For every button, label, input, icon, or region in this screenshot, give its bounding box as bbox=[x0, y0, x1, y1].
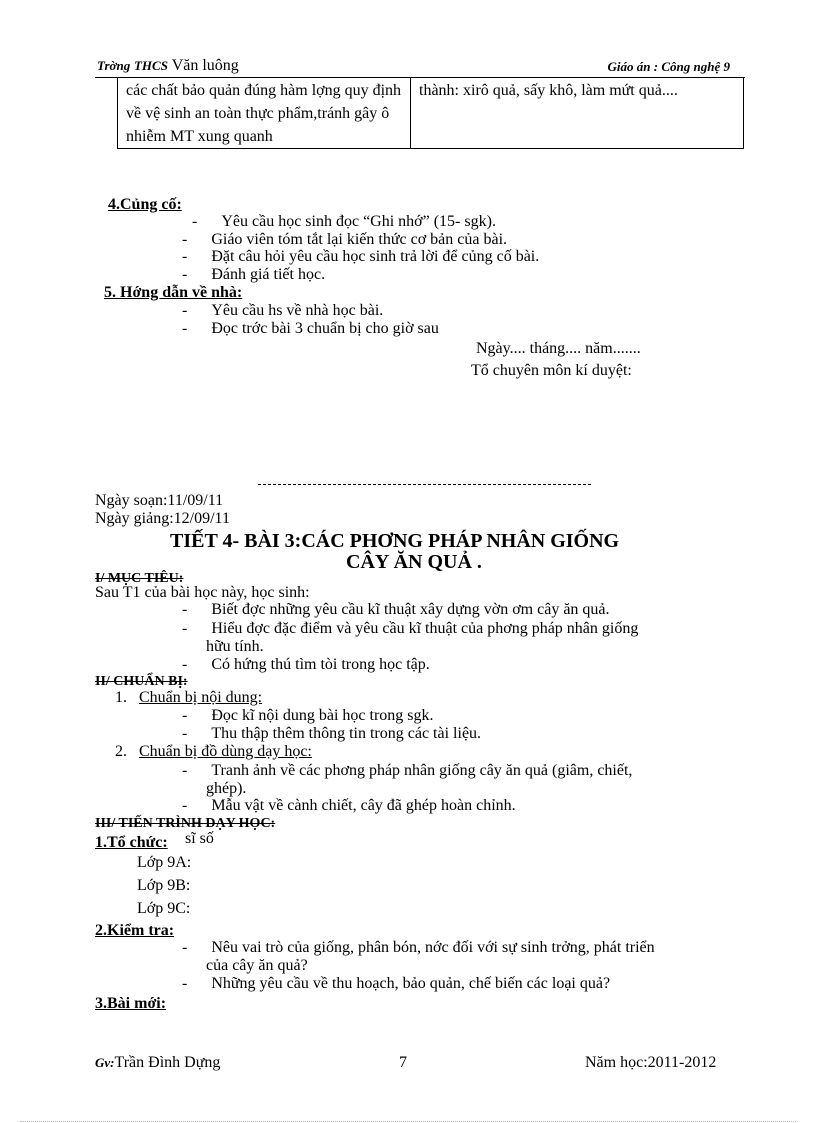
list-item: - Yêu cầu hs về nhà học bài. bbox=[182, 302, 384, 319]
date-soan: Ngày soạn:11/09/11 bbox=[95, 492, 224, 509]
table-cell-left: các chất bảo quản đúng hàm lợng quy định về vệ sinh an toàn thực phẩm,tránh gây ô nhiễm MT xung quanh bbox=[118, 78, 411, 149]
page-number: 7 bbox=[399, 1054, 407, 1071]
list-item: - Có hứng thú tìm tòi trong học tập. bbox=[182, 656, 430, 673]
si-so-label: sĩ số bbox=[185, 830, 214, 847]
sign-date: Ngày.... tháng.... năm....... bbox=[476, 340, 641, 357]
section-tien-trinh-heading: III/ TIẾN TRÌNH DẠY HỌC: bbox=[95, 816, 276, 831]
list-item: - Nêu vai trò của giống, phân bón, nớc đối với sự sinh trởng, phát triển bbox=[182, 939, 655, 956]
list-item: - Giáo viên tóm tắt lại kiến thức cơ bản của bài. bbox=[182, 231, 508, 248]
list-item-continuation: của cây ăn quả? bbox=[206, 957, 308, 974]
footer-teacher: Gv:Trần Đình Dựng bbox=[95, 1054, 221, 1071]
list-item: - Thu thập thêm thông tin trong các tài liệu. bbox=[182, 725, 482, 742]
list-item: - Đọc trớc bài 3 chuẩn bị cho giờ sau bbox=[182, 320, 439, 337]
list-item: - Đặt câu hỏi yêu cầu học sinh trả lời để củng cố bài. bbox=[182, 248, 540, 265]
page-bottom-rule bbox=[20, 1121, 796, 1122]
muc-tieu-intro: Sau T1 của bài học này, học sinh: bbox=[95, 584, 310, 601]
list-item: - Biết đợc những yêu cầu kĩ thuật xây dựng vờn ơm cây ăn quả. bbox=[182, 601, 610, 618]
table-cell-right: thành: xirô quả, sấy khô, làm mứt quả.... bbox=[411, 78, 744, 149]
list-item: - Đọc kĩ nội dung bài học trong sgk. bbox=[182, 707, 434, 724]
list-item: - Hiểu đợc đặc điểm và yêu cầu kĩ thuật của phơng pháp nhân giống bbox=[182, 620, 639, 637]
school-prefix: Trờng bbox=[97, 58, 131, 73]
list-item: - Đánh giá tiết học. bbox=[182, 266, 326, 283]
lesson-title-line1: TIẾT 4- BÀI 3:CÁC PHƠNG PHÁP NHÂN GIỐNG bbox=[170, 530, 620, 552]
header-subject: Giáo án : Công nghệ 9 bbox=[607, 59, 730, 74]
section-cung-co-heading: 4.Củng cố: bbox=[108, 196, 182, 213]
sign-approval: Tổ chuyên môn kí duyệt: bbox=[471, 362, 632, 379]
section-muc-tieu-heading: I/ MỤC TIÊU: bbox=[95, 571, 184, 586]
bai-moi-heading: 3.Bài mới: bbox=[95, 995, 167, 1012]
list-item: - Yêu cầu học sinh đọc “Ghi nhớ” (15- sgk). bbox=[192, 213, 496, 230]
date-giang: Ngày giảng:12/09/11 bbox=[95, 510, 230, 527]
list-item: - Tranh ảnh về các phơng pháp nhân giống cây ăn quả (giâm, chiết, bbox=[182, 762, 633, 779]
to-chuc-heading: 1.Tổ chức: bbox=[95, 834, 168, 851]
list-item: - Mẫu vật về cành chiết, cây đã ghép hoàn chỉnh. bbox=[182, 797, 516, 814]
chuan-bi-sub2: 2. Chuẩn bị đồ dùng dạy học: bbox=[115, 743, 312, 760]
section-separator bbox=[258, 484, 591, 485]
class-row: Lớp 9C: bbox=[137, 900, 191, 917]
header-school bbox=[97, 57, 239, 75]
section-huong-dan-heading: 5. Hớng dẫn về nhà: bbox=[104, 284, 243, 301]
footer-year: Năm học:2011-2012 bbox=[585, 1054, 717, 1071]
kiem-tra-heading: 2.Kiểm tra: bbox=[95, 922, 175, 939]
lesson-title-line2: CÂY ĂN QUẢ . bbox=[346, 551, 482, 573]
school-name: Văn luông bbox=[171, 57, 239, 74]
school-abbr: THCS bbox=[133, 58, 168, 73]
class-row: Lớp 9A: bbox=[137, 854, 192, 871]
table-row bbox=[118, 78, 744, 149]
class-row: Lớp 9B: bbox=[137, 877, 191, 894]
chuan-bi-sub1: 1. Chuẩn bị nội dung: bbox=[115, 689, 263, 706]
section-chuan-bi-heading: II/ CHUẨN BỊ: bbox=[95, 674, 188, 689]
list-item: - Những yêu cầu về thu hoạch, bảo quản, chế biến các loại quả? bbox=[182, 975, 611, 992]
list-item-continuation: ghép). bbox=[206, 780, 247, 797]
list-item-continuation: hữu tính. bbox=[206, 638, 264, 655]
content-table bbox=[117, 78, 744, 149]
